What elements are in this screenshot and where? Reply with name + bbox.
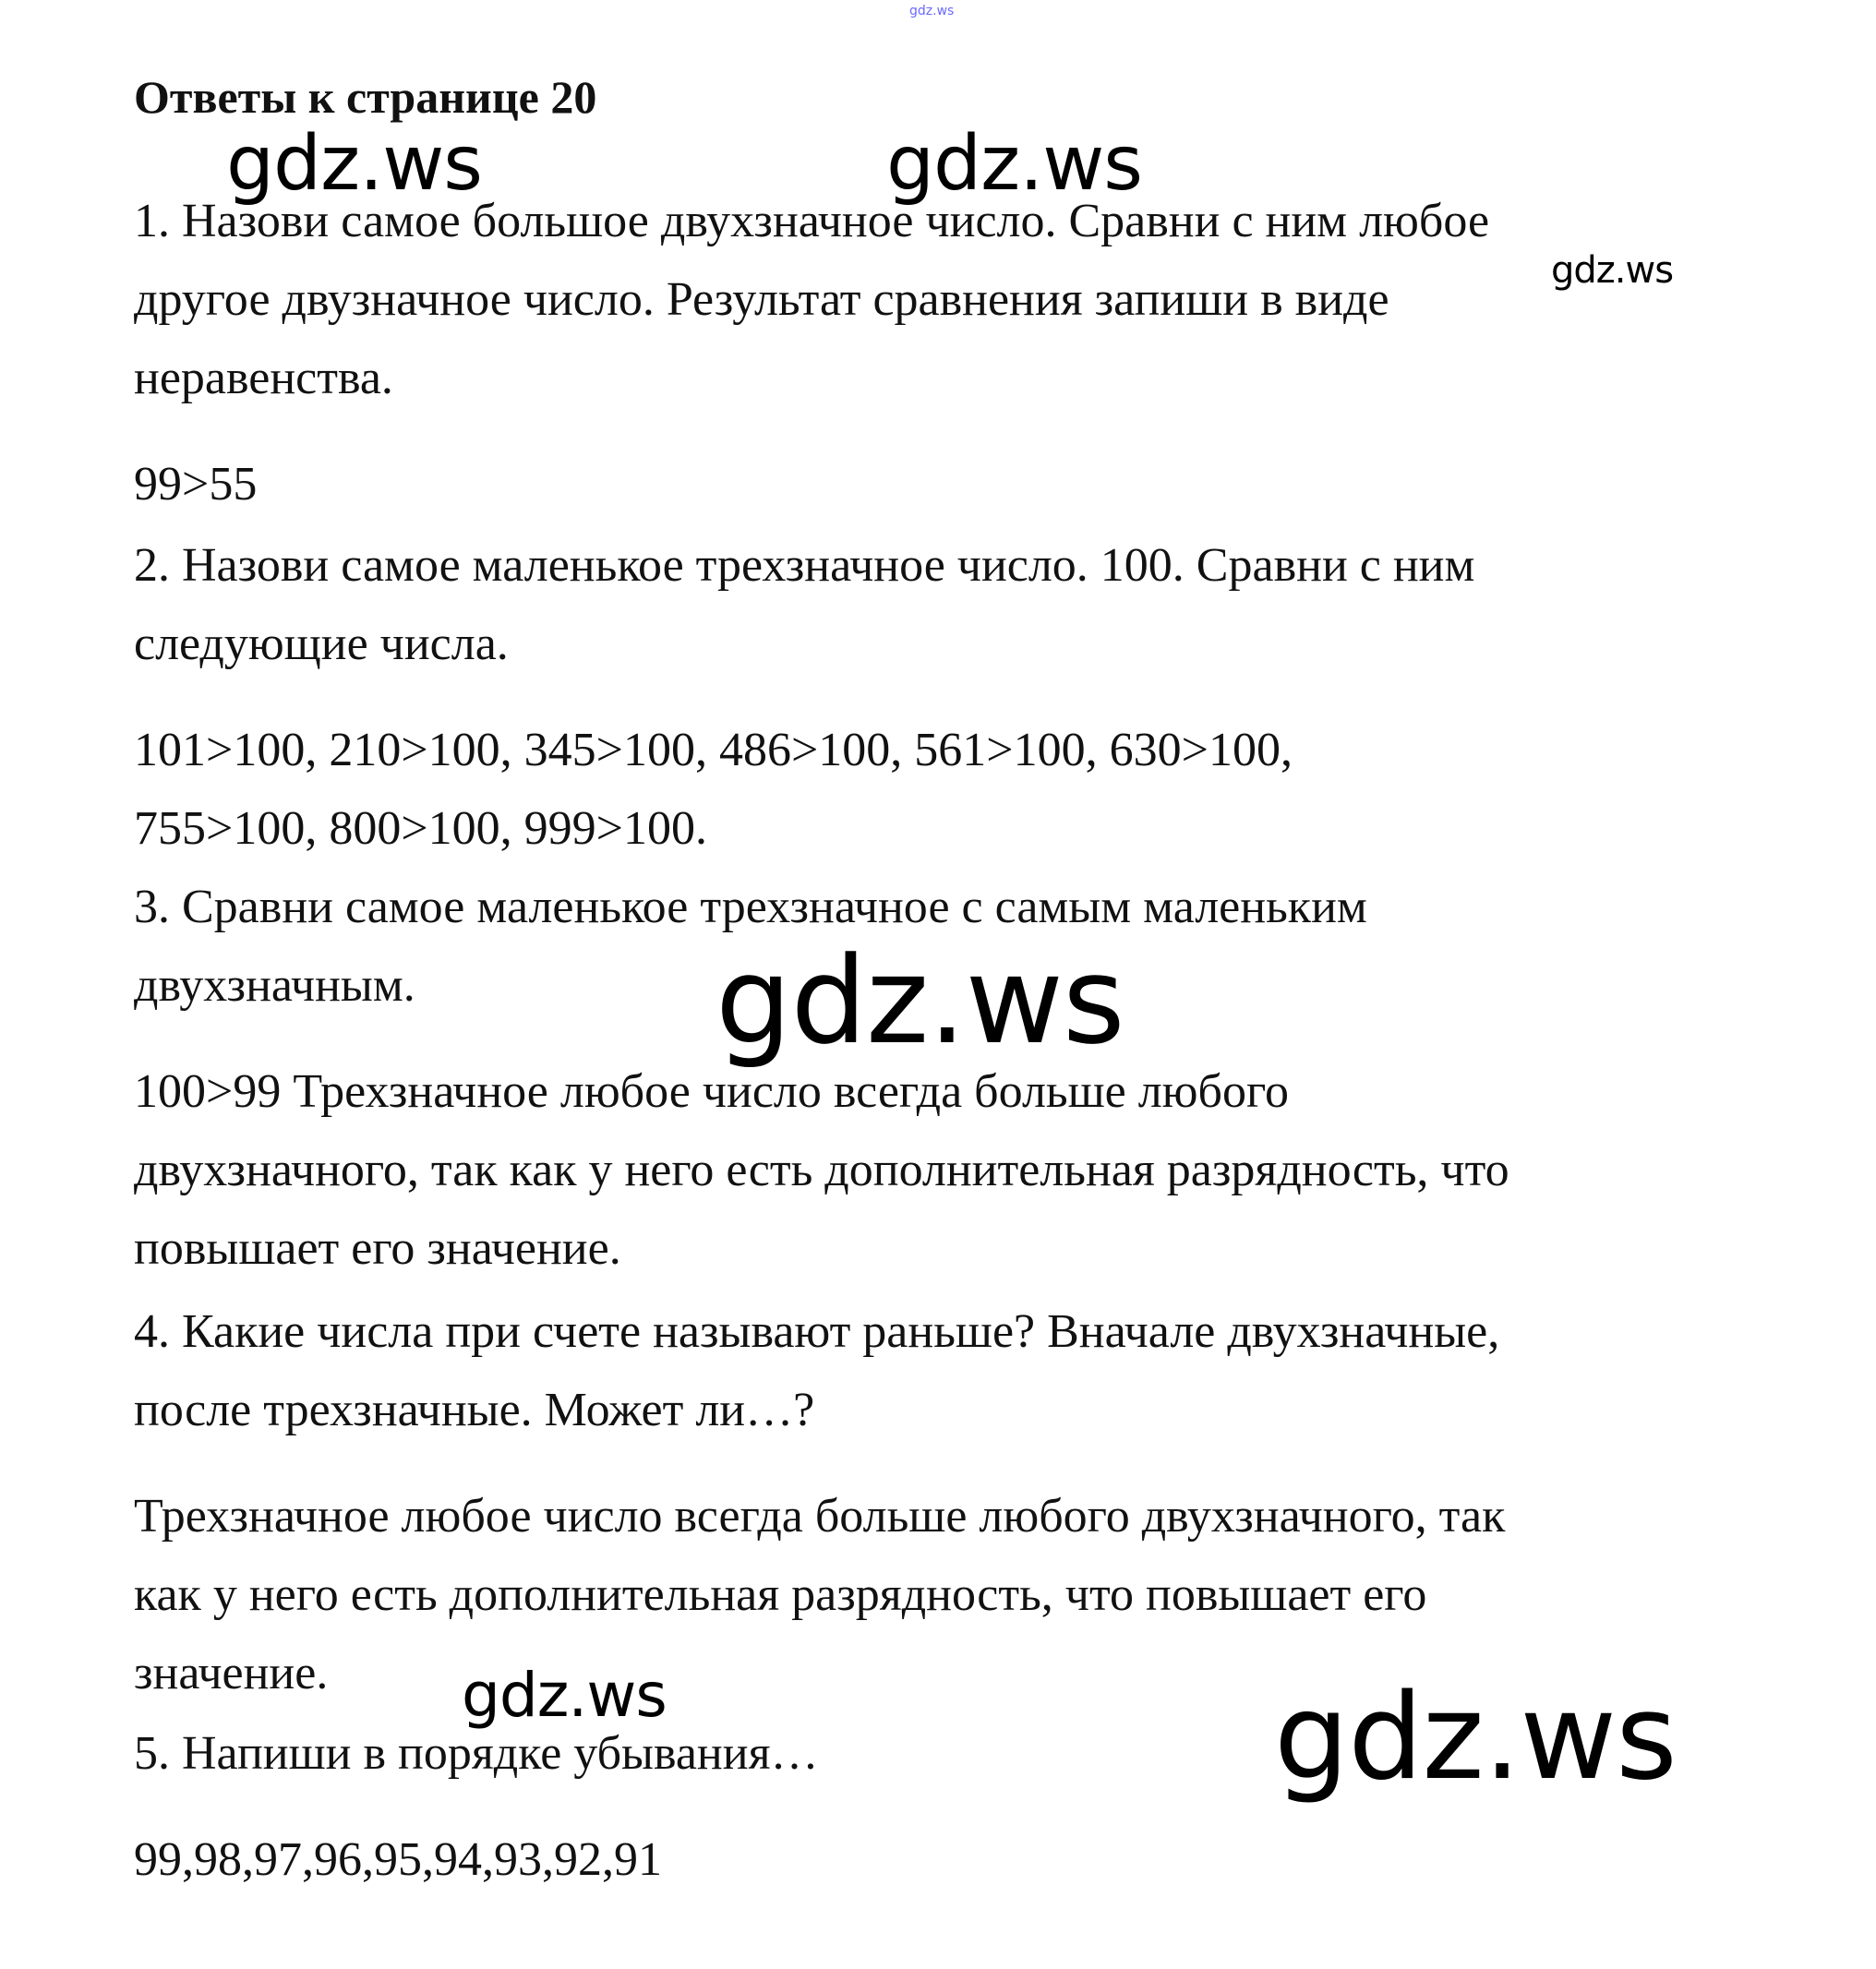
text-line-6: 3. Сравни самое маленькое трехзначное с самым маленьким: [134, 881, 1367, 933]
text-line-8: 4. Какие числа при счете называют раньше? Вначале двухзначные,: [134, 1305, 1500, 1358]
watermark-2: gdz.ws: [886, 120, 1142, 208]
text-line-10: 5. Напиши в порядке убывания…: [134, 1727, 819, 1780]
answer-line-3c: повышает его значение.: [134, 1222, 621, 1275]
answer-line-4a: Трехзначное любое число всегда больше любого двухзначного, так: [134, 1490, 1506, 1543]
text-line-1: 1. Назови самое большое двухзначное число. Сравни с ним любое: [134, 195, 1490, 247]
answer-line-5: 99,98,97,96,95,94,93,92,91: [134, 1833, 662, 1886]
watermark-3: gdz.ws: [1551, 249, 1674, 292]
watermark-1: gdz.ws: [226, 120, 482, 208]
answer-line-2b: 755>100, 800>100, 999>100.: [134, 802, 707, 855]
answer-line-2a: 101>100, 210>100, 345>100, 486>100, 561>100, 630>100,: [134, 724, 1293, 776]
text-line-4: 2. Назови самое маленькое трехзначное число. 100. Сравни с ним: [134, 539, 1475, 592]
answer-line-4c: значение.: [134, 1647, 329, 1699]
text-line-2: другое двузначное число. Результат сравнения запиши в виде: [134, 273, 1389, 326]
text-line-9: после трехзначные. Может ли…?: [134, 1384, 815, 1436]
text-line-7: двухзначным.: [134, 959, 415, 1012]
watermark-6: gdz.ws: [1274, 1669, 1677, 1807]
text-line-5: следующие числа.: [134, 618, 509, 670]
answer-line-4b: как у него есть дополнительная разрядность, что повышает его: [134, 1568, 1427, 1621]
page-heading: Ответы к странице 20: [134, 71, 597, 123]
watermark-top: gdz.ws: [909, 4, 955, 18]
text-line-3: неравенства.: [134, 352, 393, 404]
answer-line-3a: 100>99 Трехзначное любое число всегда больше любого: [134, 1065, 1290, 1118]
answer-line-1: 99>55: [134, 458, 258, 510]
answer-line-3b: двухзначного, так как у него есть дополнительная разрядность, что: [134, 1144, 1509, 1196]
watermark-5: gdz.ws: [462, 1660, 667, 1731]
watermark-4: gdz.ws: [716, 930, 1124, 1071]
